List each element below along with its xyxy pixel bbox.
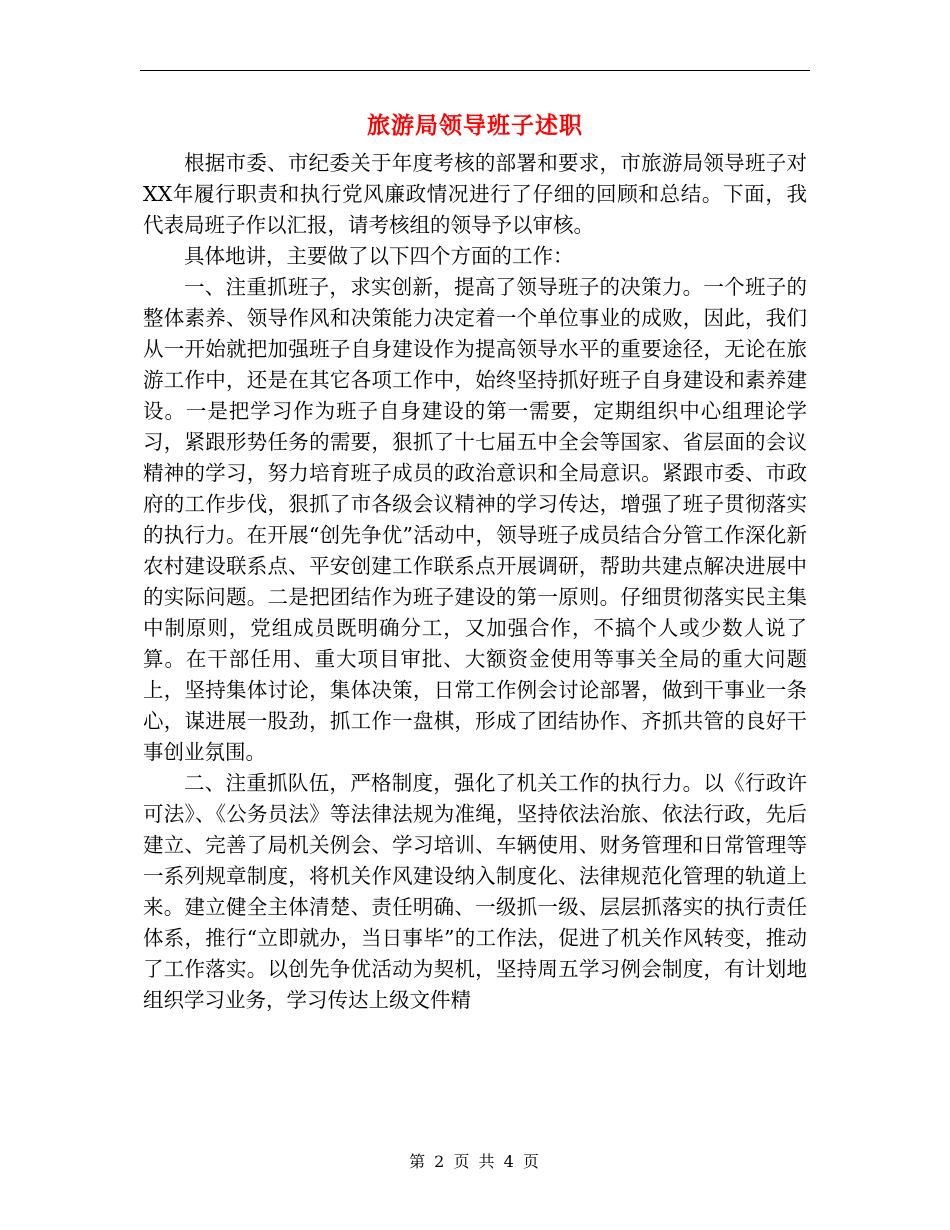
paragraph-overview: 具体地讲，主要做了以下四个方面的工作： — [184, 244, 574, 268]
page-number-footer: 第 2 页 共 4 页 — [409, 1152, 541, 1171]
paragraph-section-two: 二、注重抓队伍，严格制度，强化了机关工作的执行力。以《行政许可法》、《公务员法》等法律法规为准绳，坚持依法治旅、依法行政，先后建立、完善了局机关例会、学习培训、车辆使用、财务管理和日常管理等一系列规章制度，将机关作风建设纳入制度化、法律规范化管理的轨道上来。建立健全主体清楚、责任明确、一级抓一级、层层抓落实的执行责任体系，推行“立即就办，当日事毕”的工作法，促进了机关作风转变，推动了工作落实。以创先争优活动为契机，坚持周五学习例会制度，有计划地组织学习业务，学习传达上级文件精 — [143, 771, 807, 1012]
document-body — [143, 148, 807, 1016]
document-title: 旅游局领导班子述职 — [367, 112, 583, 139]
paragraph-intro: 根据市委、市纪委关于年度考核的部署和要求，市旅游局领导班子对XX年履行职责和执行党风廉政情况进行了仔细的回顾和总结。下面，我代表局班子作以汇报，请考核组的领导予以审核。 — [143, 151, 807, 237]
header-rule — [140, 70, 810, 71]
paragraph-section-one: 一、注重抓班子，求实创新，提高了领导班子的决策力。一个班子的整体素养、领导作风和决策能力决定着一个单位事业的成败，因此，我们从一开始就把加强班子自身建设作为提高领导水平的重要途径，无论在旅游工作中，还是在其它各项工作中，始终坚持抓好班子自身建设和素养建设。一是把学习作为班子自身建设的第一需要，定期组织中心组理论学习，紧跟形势任务的需要，狠抓了十七届五中全会等国家、省层面的会议精神的学习，努力培育班子成员的政治意识和全局意识。紧跟市委、市政府的工作步伐，狠抓了市各级会议精神的学习传达，增强了班子贯彻落实的执行力。在开展“创先争优”活动中，领导班子成员结合分管工作深化新农村建设联系点、平安创建工作联系点开展调研，帮助共建点解决进展中的实际问题。二是把团结作为班子建设的第一原则。仔细贯彻落实民主集中制原则，党组成员既明确分工，又加强合作，不搞个人或少数人说了算。在干部任用、重大项目审批、大额资金使用等事关全局的重大问题上，坚持集体讨论，集体决策，日常工作例会讨论部署，做到干事业一条心，谋进展一股劲，抓工作一盘棋，形成了团结协作、齐抓共管的良好干事创业氛围。 — [143, 275, 807, 764]
